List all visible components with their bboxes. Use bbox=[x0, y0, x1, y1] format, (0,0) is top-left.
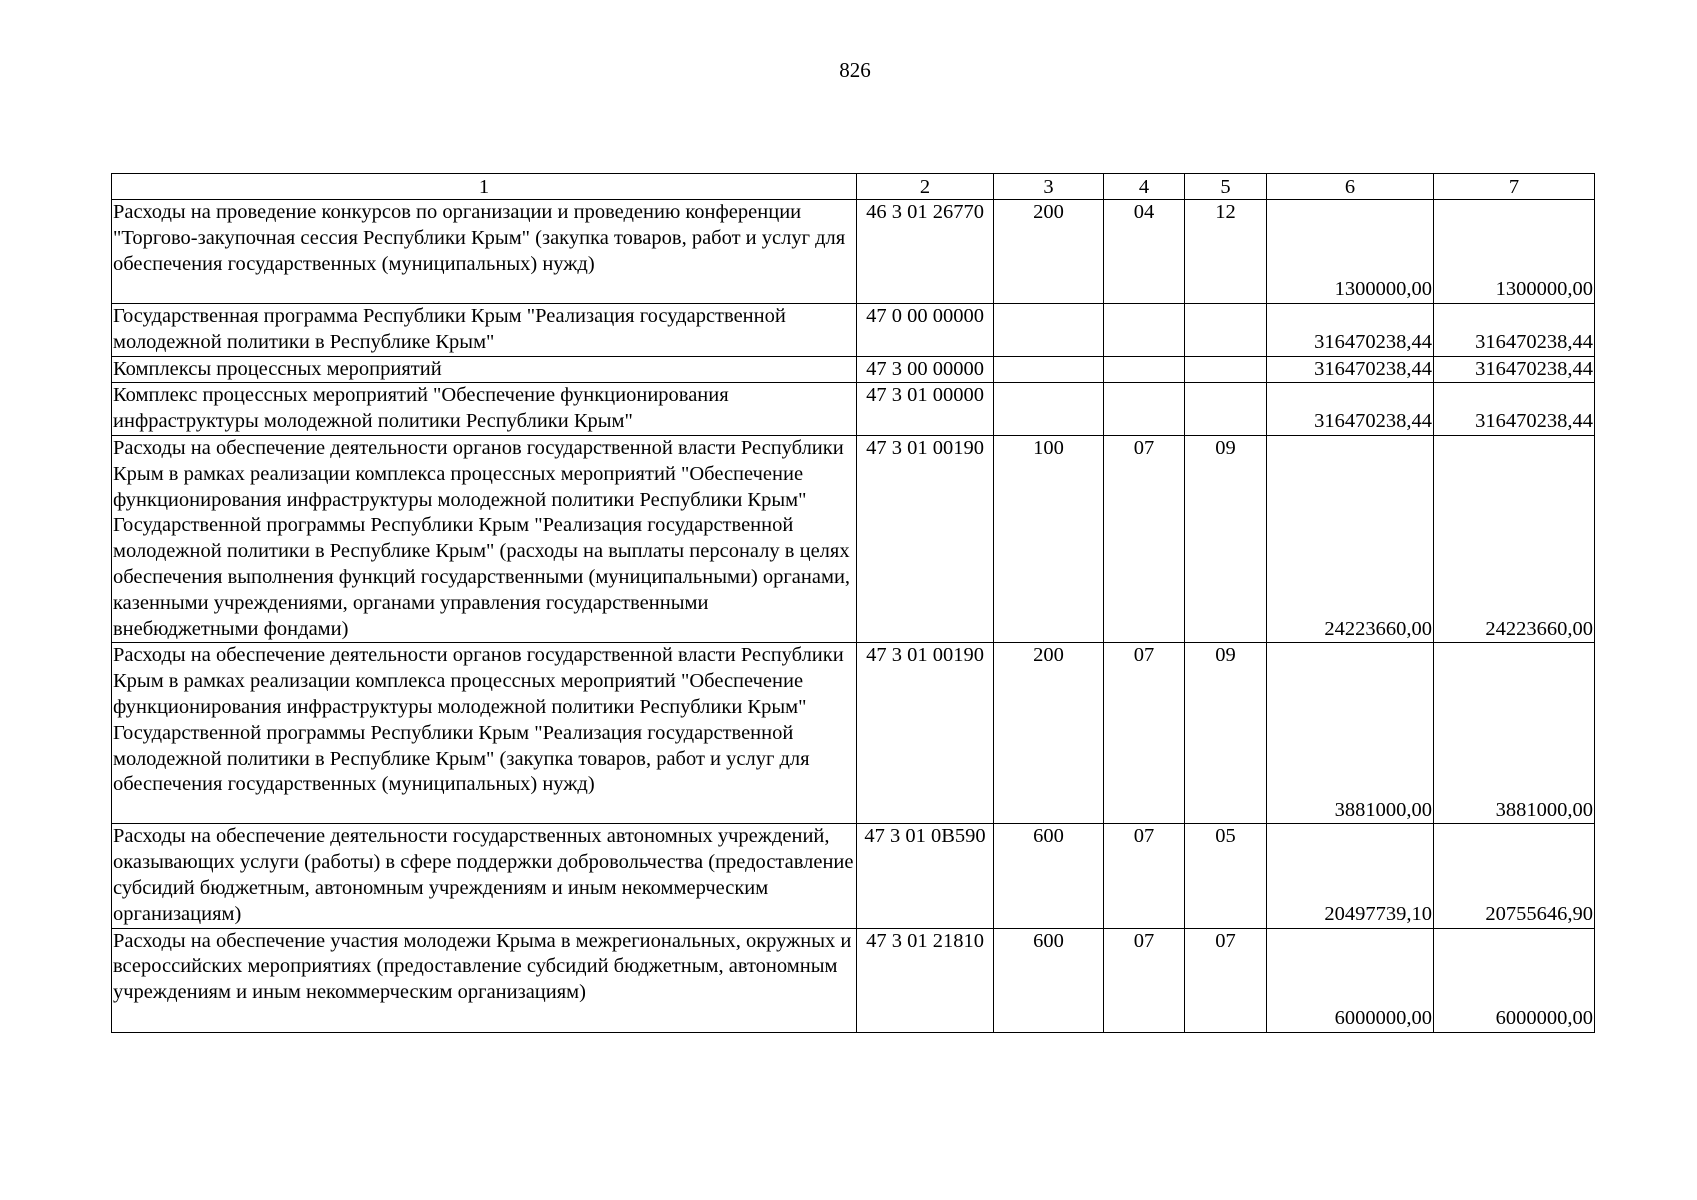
table-header-row bbox=[112, 174, 1595, 200]
amount-year-2: 316470238,44 bbox=[1434, 304, 1595, 357]
expense-type-code bbox=[994, 383, 1104, 436]
subsection-code: 09 bbox=[1185, 643, 1267, 824]
budget-table bbox=[111, 173, 1595, 1033]
subsection-code bbox=[1185, 383, 1267, 436]
table-row bbox=[112, 356, 1595, 383]
section-code bbox=[1104, 383, 1185, 436]
subsection-code bbox=[1185, 356, 1267, 383]
section-code: 04 bbox=[1104, 200, 1185, 304]
target-article-code: 47 3 01 0В590 bbox=[857, 824, 994, 928]
expense-name: Расходы на обеспечение деятельности органов государственной власти Республики Крым в рамках реализации комплекса процессных мероприятий "Обеспечение функционирования инфраструктуры молодежной политики Республики Крым" Государственной программы Республики Крым "Реализация государственной молодежной политики в Республике Крым" (расходы на выплаты персоналу в целях обеспечения выполнения функций государственными (муниципальными) органами, казенными учреждениями, органами управления государственными внебюджетными фондами) bbox=[112, 435, 857, 642]
amount-year-2: 24223660,00 bbox=[1434, 435, 1595, 642]
section-code: 07 bbox=[1104, 435, 1185, 642]
section-code bbox=[1104, 356, 1185, 383]
table-row bbox=[112, 200, 1595, 304]
column-header: 4 bbox=[1104, 174, 1185, 200]
expense-type-code: 200 bbox=[994, 643, 1104, 824]
amount-year-2: 1300000,00 bbox=[1434, 200, 1595, 304]
table-row bbox=[112, 824, 1595, 928]
target-article-code: 47 3 00 00000 bbox=[857, 356, 994, 383]
target-article-code: 47 0 00 00000 bbox=[857, 304, 994, 357]
amount-year-1: 1300000,00 bbox=[1267, 200, 1434, 304]
amount-year-1: 316470238,44 bbox=[1267, 383, 1434, 436]
table-row bbox=[112, 383, 1595, 436]
amount-year-1: 24223660,00 bbox=[1267, 435, 1434, 642]
amount-year-2: 3881000,00 bbox=[1434, 643, 1595, 824]
subsection-code: 12 bbox=[1185, 200, 1267, 304]
subsection-code bbox=[1185, 304, 1267, 357]
column-header: 6 bbox=[1267, 174, 1434, 200]
target-article-code: 47 3 01 00190 bbox=[857, 643, 994, 824]
amount-year-2: 20755646,90 bbox=[1434, 824, 1595, 928]
expense-name: Расходы на обеспечение деятельности органов государственной власти Республики Крым в рамках реализации комплекса процессных мероприятий "Обеспечение функционирования инфраструктуры молодежной политики Республики Крым" Государственной программы Республики Крым "Реализация государственной молодежной политики в Республике Крым" (закупка товаров, работ и услуг для обеспечения государственных (муниципальных) нужд) bbox=[112, 643, 857, 824]
expense-name: Комплексы процессных мероприятий bbox=[112, 356, 857, 383]
section-code bbox=[1104, 304, 1185, 357]
subsection-code: 05 bbox=[1185, 824, 1267, 928]
amount-year-1: 316470238,44 bbox=[1267, 304, 1434, 357]
amount-year-2: 316470238,44 bbox=[1434, 356, 1595, 383]
amount-year-1: 20497739,10 bbox=[1267, 824, 1434, 928]
table-row bbox=[112, 435, 1595, 642]
column-header: 5 bbox=[1185, 174, 1267, 200]
amount-year-2: 316470238,44 bbox=[1434, 383, 1595, 436]
target-article-code: 47 3 01 00190 bbox=[857, 435, 994, 642]
column-header: 1 bbox=[112, 174, 857, 200]
expense-type-code bbox=[994, 356, 1104, 383]
expense-type-code: 600 bbox=[994, 824, 1104, 928]
target-article-code: 47 3 01 00000 bbox=[857, 383, 994, 436]
expense-type-code: 200 bbox=[994, 200, 1104, 304]
subsection-code: 09 bbox=[1185, 435, 1267, 642]
table-row bbox=[112, 643, 1595, 824]
expense-name: Расходы на обеспечение деятельности государственных автономных учреждений, оказывающих услуги (работы) в сфере поддержки добровольчества (предоставление субсидий бюджетным, автономным учреждениям и иным некоммерческим организациям) bbox=[112, 824, 857, 928]
expense-name: Расходы на проведение конкурсов по организации и проведению конференции "Торгово-закупочная сессия Республики Крым" (закупка товаров, работ и услуг для обеспечения государственных (муниципальных) нужд) bbox=[112, 200, 857, 304]
page-number: 826 bbox=[839, 58, 871, 82]
table-row bbox=[112, 928, 1595, 1032]
target-article-code: 46 3 01 26770 bbox=[857, 200, 994, 304]
section-code: 07 bbox=[1104, 928, 1185, 1032]
expense-type-code bbox=[994, 304, 1104, 357]
expense-type-code: 100 bbox=[994, 435, 1104, 642]
column-header: 2 bbox=[857, 174, 994, 200]
table-row bbox=[112, 304, 1595, 357]
target-article-code: 47 3 01 21810 bbox=[857, 928, 994, 1032]
amount-year-1: 6000000,00 bbox=[1267, 928, 1434, 1032]
column-header: 3 bbox=[994, 174, 1104, 200]
column-header: 7 bbox=[1434, 174, 1595, 200]
amount-year-1: 3881000,00 bbox=[1267, 643, 1434, 824]
expense-type-code: 600 bbox=[994, 928, 1104, 1032]
expense-name: Государственная программа Республики Крым "Реализация государственной молодежной политики в Республике Крым" bbox=[112, 304, 857, 357]
amount-year-2: 6000000,00 bbox=[1434, 928, 1595, 1032]
expense-name: Комплекс процессных мероприятий "Обеспечение функционирования инфраструктуры молодежной политики Республики Крым" bbox=[112, 383, 857, 436]
expense-name: Расходы на обеспечение участия молодежи Крыма в межрегиональных, окружных и всероссийских мероприятиях (предоставление субсидий бюджетным, автономным учреждениям и иным некоммерческим организациям) bbox=[112, 928, 857, 1032]
subsection-code: 07 bbox=[1185, 928, 1267, 1032]
amount-year-1: 316470238,44 bbox=[1267, 356, 1434, 383]
section-code: 07 bbox=[1104, 643, 1185, 824]
section-code: 07 bbox=[1104, 824, 1185, 928]
